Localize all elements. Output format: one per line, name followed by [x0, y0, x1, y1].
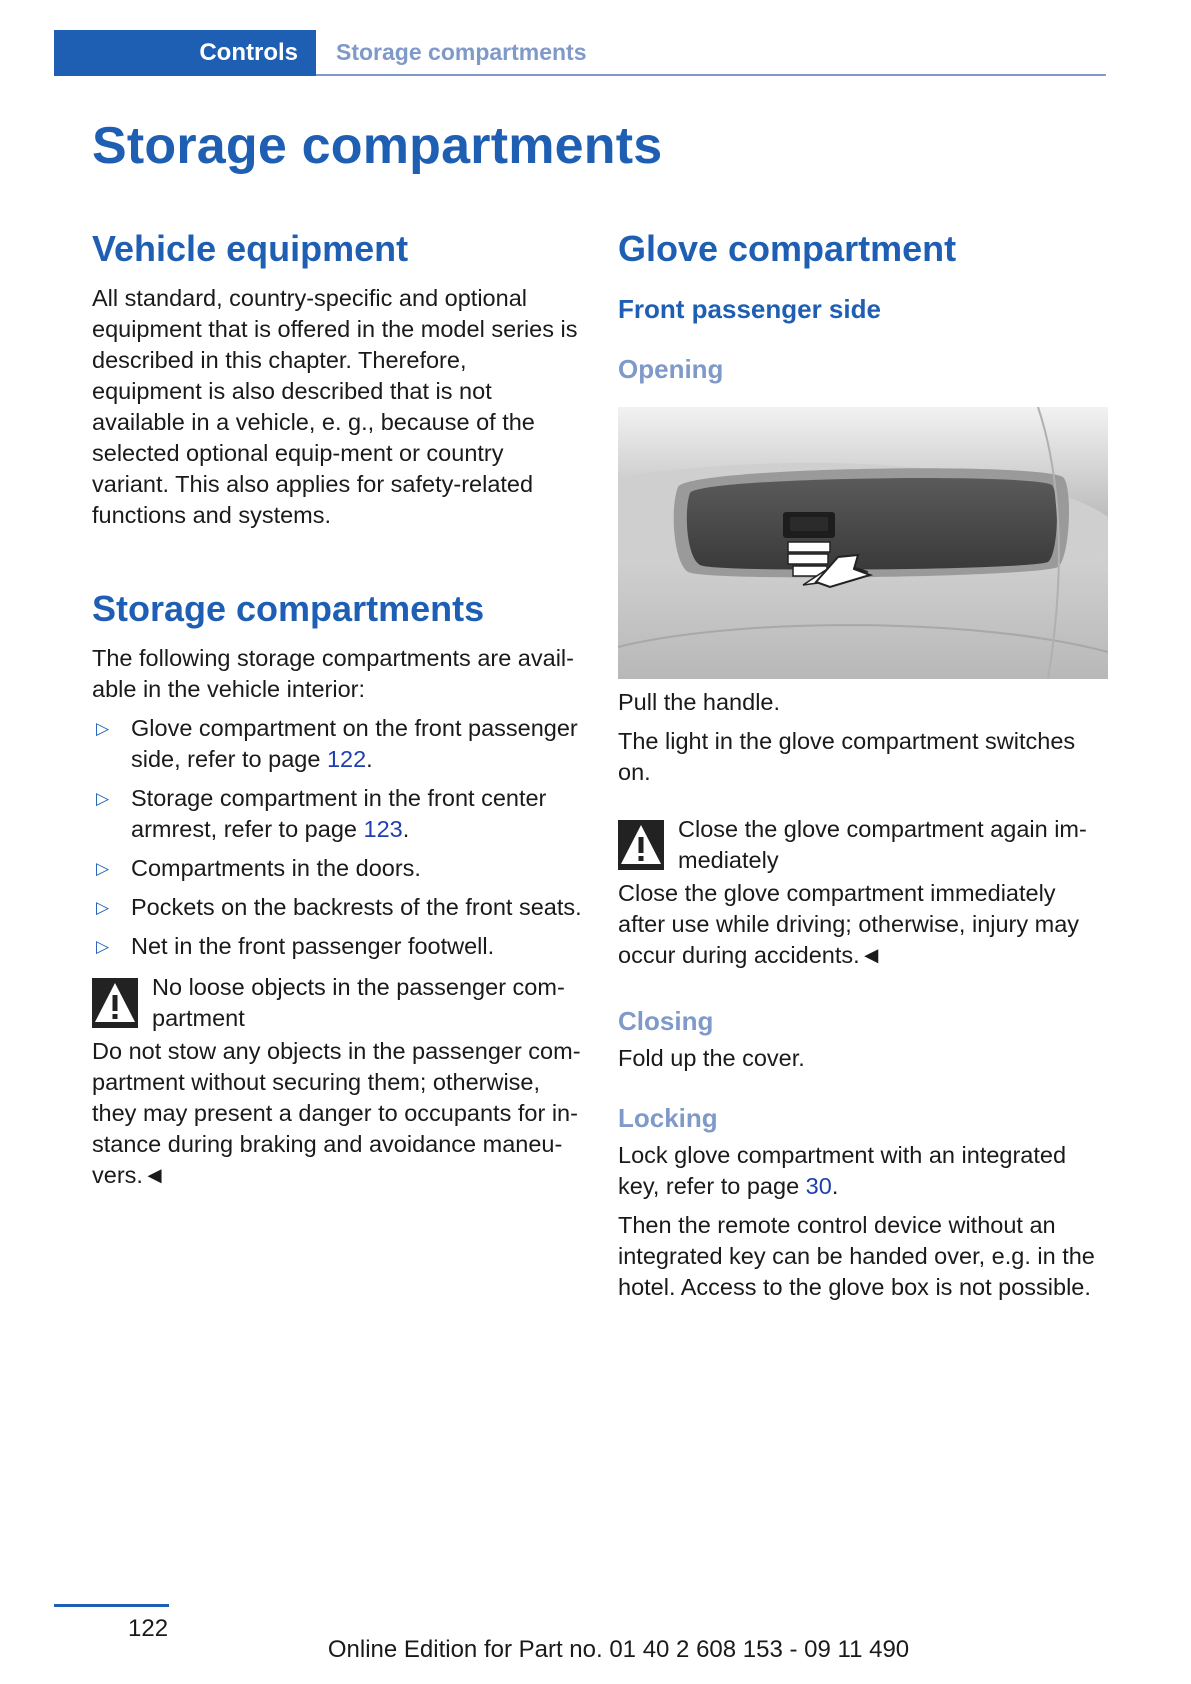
right-column [618, 225, 1108, 1303]
list-item: ▷ Net in the front passenger footwell. [92, 931, 582, 962]
glove-compartment-illustration [618, 407, 1108, 679]
warning-title: Close the glove compartment again im-mediately [678, 816, 1087, 873]
warning-triangle-icon [618, 820, 664, 870]
page-link-122[interactable]: 122 [326, 746, 367, 772]
bullet-triangle-icon: ▷ [96, 789, 110, 808]
page-link-123[interactable]: 123 [363, 816, 403, 842]
section-heading-glove-compartment: Glove compartment [618, 228, 957, 269]
bullet-triangle-icon: ▷ [96, 859, 110, 878]
warning-text: Do not stow any objects in the passenger com-partment without securing them; otherwise, they may present a danger to occupants for in-stance during braking and avoidance maneu-vers.◄ [92, 1038, 581, 1188]
header-tab [54, 30, 316, 76]
list-item: ▷ Compartments in the doors. [92, 853, 582, 884]
section-heading-vehicle-equipment: Vehicle equipment [92, 228, 409, 269]
subheading-opening: Opening [618, 354, 724, 384]
warning-box-close-glove [618, 814, 1108, 876]
bullet-triangle-icon: ▷ [96, 898, 110, 917]
header-tab-label: Controls [199, 39, 298, 66]
subheading-locking: Locking [618, 1103, 718, 1133]
caption-light-on: The light in the glove compartment switches on. [618, 728, 1076, 785]
warning-text: Close the glove compartment immediately after use while driving; otherwise, injury may occur during accidents.◄ [618, 880, 1080, 968]
page-title: Storage compartments [92, 117, 663, 175]
page-number: 122 [128, 1615, 169, 1642]
list-item: ▷ Pockets on the backrests of the front seats. [92, 892, 582, 923]
section-heading-storage-compartments: Storage compartments [92, 588, 485, 629]
locking-text-2: Then the remote control device without an integrated key can be handed over, e.g. in the hotel. Access to the glove box is not possible. [618, 1212, 1095, 1300]
edition-note: Online Edition for Part no. 01 40 2 608 153 - 09 11 490 [327, 1636, 910, 1663]
breadcrumb: Storage compartments [336, 39, 587, 65]
storage-list [92, 713, 582, 962]
bullet-triangle-icon: ▷ [96, 719, 110, 738]
locking-text: Lock glove compartment with an integrated key, refer to page 30. [618, 1142, 1067, 1199]
vehicle-equipment-text: All standard, country-specific and optional equipment that is offered in the model series is described in this chapter. Therefore, equipment is also described that is not available in a vehicle, e. g., because of the selected optional equip-ment or country variant. This also applies for safety-related functions and systems. [92, 285, 578, 528]
closing-text: Fold up the cover. [618, 1045, 805, 1071]
caption-pull-handle: Pull the handle. [618, 689, 781, 715]
list-item: ▷ Glove compartment on the front passenger side, refer to page 122. [96, 715, 578, 772]
subheading-front-passenger-side: Front passenger side [618, 294, 881, 324]
warning-triangle-icon [92, 978, 138, 1028]
subheading-closing: Closing [618, 1006, 714, 1036]
bullet-triangle-icon: ▷ [96, 937, 110, 956]
warning-title: No loose objects in the passenger com-partment [152, 974, 565, 1031]
page-link-30[interactable]: 30 [805, 1173, 832, 1199]
warning-box-loose-objects [92, 972, 582, 1034]
storage-intro-text: The following storage compartments are avail-able in the vehicle interior: [92, 645, 574, 702]
footer-accent-line [54, 1604, 169, 1607]
left-column [92, 225, 582, 1191]
header-divider [316, 74, 1106, 76]
list-item: ▷ Storage compartment in the front center armrest, refer to page 123. [96, 785, 547, 842]
